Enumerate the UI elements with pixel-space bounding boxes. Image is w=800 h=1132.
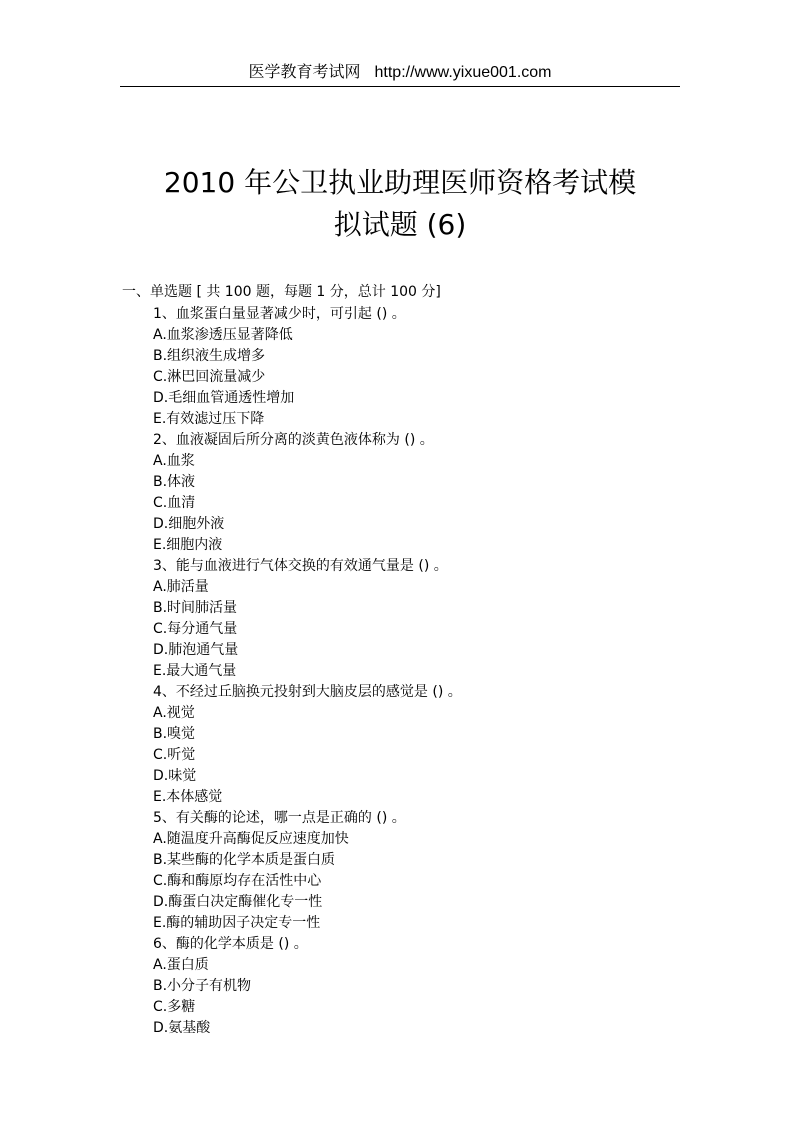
answer-option: A.肺活量 bbox=[153, 579, 209, 595]
answer-option: E.酶的辅助因子决定专一性 bbox=[153, 915, 321, 931]
answer-option: A.蛋白质 bbox=[153, 957, 209, 973]
page-header bbox=[120, 60, 680, 87]
question-stem: 3、能与血液进行气体交换的有效通气量是 () 。 bbox=[153, 558, 448, 574]
answer-option: C.听觉 bbox=[153, 747, 196, 763]
answer-option: B.小分子有机物 bbox=[153, 978, 252, 994]
section-heading: 一、单选题 [ 共 100 题，每题 1 分，总计 100 分] bbox=[122, 284, 441, 300]
answer-option: A.视觉 bbox=[153, 705, 195, 721]
answer-option: D.细胞外液 bbox=[153, 516, 225, 532]
answer-option: D.肺泡通气量 bbox=[153, 642, 239, 658]
question-stem: 2、血液凝固后所分离的淡黄色液体称为 () 。 bbox=[153, 432, 434, 448]
answer-option: C.酶和酶原均存在活性中心 bbox=[153, 873, 322, 889]
answer-option: B.某些酶的化学本质是蛋白质 bbox=[153, 852, 336, 868]
answer-option: A.血浆 bbox=[153, 453, 195, 469]
answer-option: E.有效滤过压下降 bbox=[153, 411, 265, 427]
answer-option: C.淋巴回流量减少 bbox=[153, 369, 266, 385]
answer-option: B.时间肺活量 bbox=[153, 600, 238, 616]
question-stem: 1、血浆蛋白量显著减少时，可引起 () 。 bbox=[153, 306, 406, 322]
answer-option: B.体液 bbox=[153, 474, 196, 490]
answer-option: D.味觉 bbox=[153, 768, 197, 784]
question-stem: 5、有关酶的论述，哪一点是正确的 () 。 bbox=[153, 810, 406, 826]
question-list bbox=[153, 304, 693, 1039]
question-stem: 4、不经过丘脑换元投射到大脑皮层的感觉是 () 。 bbox=[153, 684, 462, 700]
answer-option: C.多糖 bbox=[153, 999, 196, 1015]
answer-option: A.血浆渗透压显著降低 bbox=[153, 327, 293, 343]
answer-option: B.嗅觉 bbox=[153, 726, 196, 742]
answer-option: E.细胞内液 bbox=[153, 537, 223, 553]
answer-option: E.本体感觉 bbox=[153, 789, 223, 805]
document-title bbox=[100, 162, 700, 246]
answer-option: D.酶蛋白决定酶催化专一性 bbox=[153, 894, 323, 910]
site-url[interactable]: http://www.yixue001.com bbox=[374, 64, 552, 81]
question-stem: 6、酶的化学本质是 () 。 bbox=[153, 936, 308, 952]
answer-option: C.每分通气量 bbox=[153, 621, 238, 637]
answer-option: E.最大通气量 bbox=[153, 663, 237, 679]
title-line-1: 2010 年公卫执业助理医师资格考试模 bbox=[163, 166, 637, 199]
answer-option: A.随温度升高酶促反应速度加快 bbox=[153, 831, 349, 847]
answer-option: D.毛细血管通透性增加 bbox=[153, 390, 295, 406]
title-line-2: 拟试题 (6) bbox=[333, 208, 467, 241]
answer-option: C.血清 bbox=[153, 495, 196, 511]
answer-option: B.组织液生成增多 bbox=[153, 348, 266, 364]
site-name: 医学教育考试网 bbox=[248, 62, 361, 81]
answer-option: D.氨基酸 bbox=[153, 1020, 211, 1036]
